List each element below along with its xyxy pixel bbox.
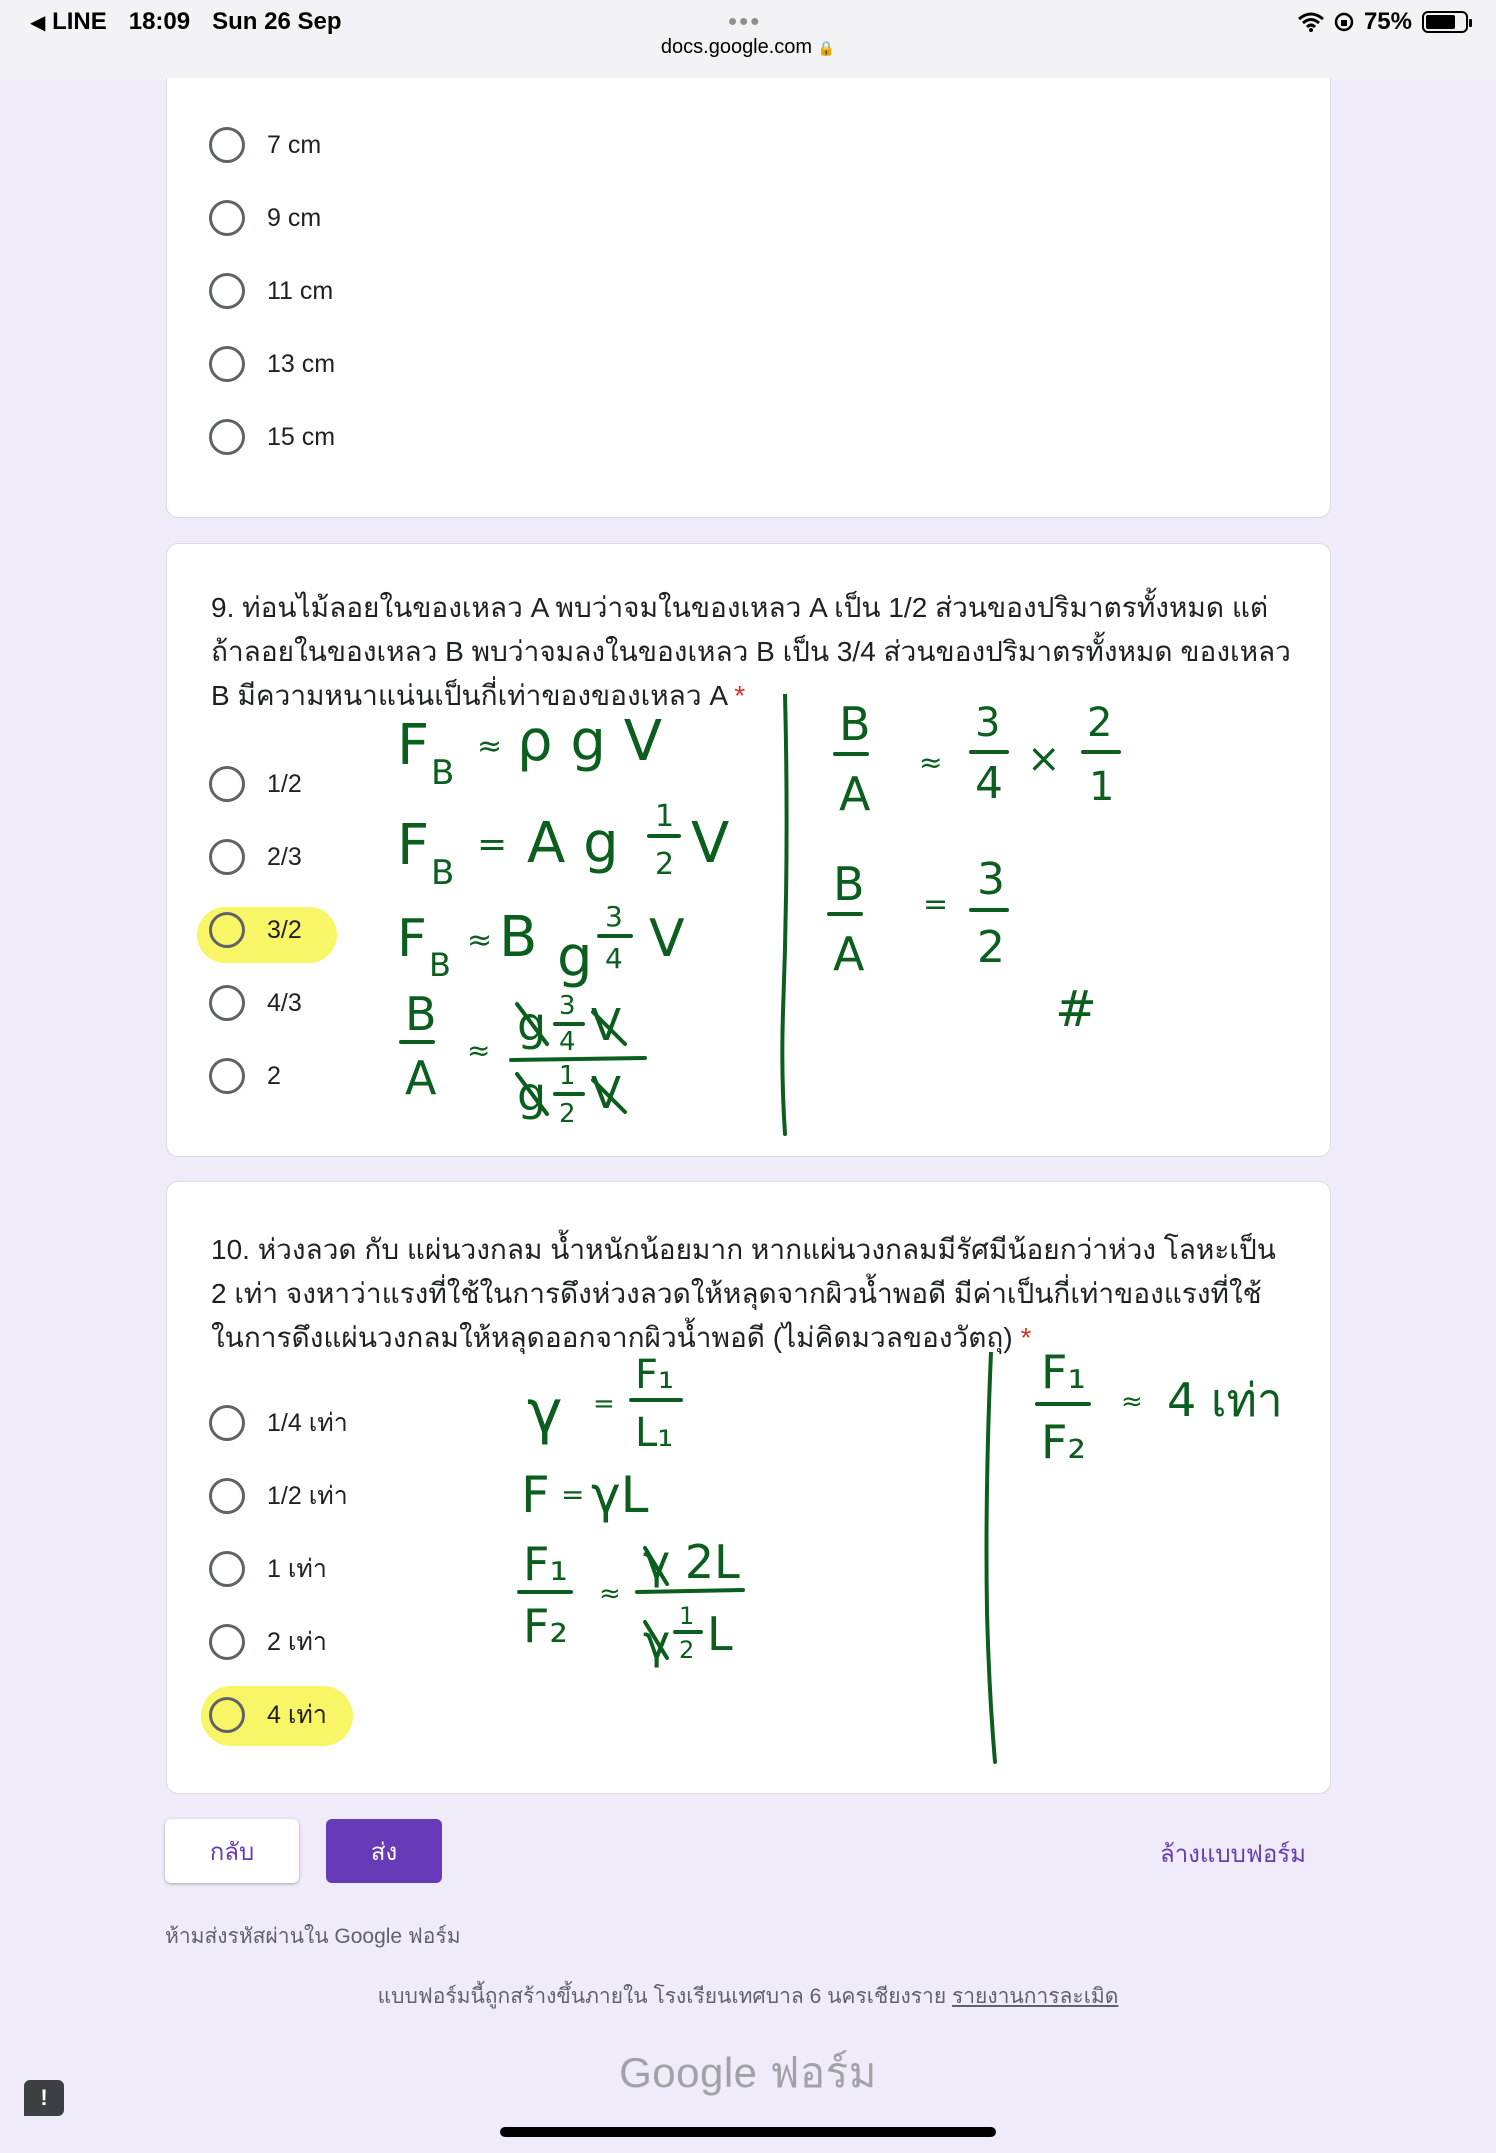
svg-text:F: F: [397, 909, 427, 969]
question-8-card: [166, 78, 1331, 518]
svg-text:γ 2L: γ 2L: [643, 1535, 740, 1589]
option-label: 1 เท่า: [267, 1555, 327, 1583]
svg-text:V: V: [649, 909, 685, 969]
q8-option[interactable]: [209, 339, 335, 389]
svg-text:γL: γL: [591, 1466, 649, 1524]
svg-text:A g: A g: [527, 811, 619, 876]
svg-text:g: g: [557, 925, 593, 990]
svg-text:=: =: [477, 824, 508, 865]
radio-button[interactable]: [209, 273, 245, 309]
battery-level-fill: [1426, 15, 1455, 29]
status-time: 18:09: [128, 8, 191, 35]
back-app-label: LINE: [52, 8, 107, 35]
q8-option[interactable]: [209, 193, 321, 243]
option-label: 2: [267, 1061, 281, 1090]
back-to-app[interactable]: [30, 8, 107, 36]
radio-button[interactable]: [209, 346, 245, 382]
svg-text:B: B: [833, 857, 865, 911]
svg-text:A: A: [833, 927, 865, 981]
svg-text:≈: ≈: [919, 746, 943, 779]
radio-button[interactable]: [209, 200, 245, 236]
svg-text:B: B: [405, 987, 437, 1041]
address-bar[interactable]: [0, 36, 1496, 59]
svg-text:F₁: F₁: [1041, 1352, 1086, 1399]
svg-text:4: 4: [605, 942, 623, 975]
submit-button[interactable]: ส่ง: [326, 1819, 442, 1883]
radio-button[interactable]: [209, 766, 245, 802]
svg-text:V: V: [691, 811, 730, 876]
svg-text:≈: ≈: [467, 1034, 491, 1067]
svg-text:≈: ≈: [599, 1579, 621, 1609]
option-label: 1/4 เท่า: [267, 1409, 348, 1437]
svg-text:L: L: [707, 1607, 733, 1661]
question-10-text: [211, 1228, 1291, 1360]
option-label: 1/2 เท่า: [267, 1482, 348, 1510]
option-label: 9 cm: [267, 203, 322, 232]
q9-option[interactable]: [209, 1051, 281, 1101]
q9-option[interactable]: [209, 978, 302, 1028]
google-forms-logo: Google ฟอร์ม: [619, 2049, 877, 2096]
status-date: Sun 26 Sep: [212, 8, 342, 35]
svg-text:F₂: F₂: [523, 1599, 568, 1653]
svg-text:V: V: [591, 1000, 622, 1051]
handwritten-work-q9: [387, 694, 1287, 1154]
svg-text:3: 3: [977, 854, 1005, 905]
svg-text:F₁: F₁: [523, 1537, 568, 1591]
report-problem-icon[interactable]: !: [24, 2080, 64, 2116]
q10-option[interactable]: [209, 1544, 327, 1594]
q8-option[interactable]: [209, 120, 321, 170]
radio-button[interactable]: [209, 912, 245, 948]
q10-option[interactable]: [209, 1398, 348, 1448]
created-text: แบบฟอร์มนี้ถูกสร้างขึ้นภายใน โรงเรียนเทศบาล 6 นครเชียงราย: [377, 1985, 947, 2008]
svg-text:4: 4: [559, 1027, 576, 1057]
q10-option[interactable]: [209, 1471, 348, 1521]
svg-text:2: 2: [1087, 700, 1113, 746]
handwritten-answer: 4 เท่า: [1167, 1373, 1283, 1427]
svg-text:1: 1: [679, 1602, 695, 1630]
svg-text:B: B: [499, 905, 538, 970]
svg-text:γ: γ: [527, 1377, 563, 1447]
radio-button[interactable]: [209, 1058, 245, 1094]
question-text: 9. ท่อนไม้ลอยในของเหลว A พบว่าจมในของเหลว A เป็น 1/2 ส่วนของปริมาตรทั้งหมด แต่ถ้าลอยในของเหลว B พบว่าจมลงในของเหลว B เป็น 3/4 ส่วนของปริมาตรทั้งหมด ของเหลว B มีความหนาแน่นเป็นกี่เท่าของของเหลว A: [211, 592, 1291, 711]
radio-button[interactable]: [209, 419, 245, 455]
result-mark: #: [1055, 980, 1097, 1038]
svg-text:g: g: [517, 997, 547, 1051]
option-label: 11 cm: [267, 276, 334, 305]
password-warning: ห้ามส่งรหัสผ่านใน Google ฟอร์ม: [165, 1925, 461, 1948]
battery-icon: [1422, 11, 1468, 33]
option-label: 4/3: [267, 988, 302, 1017]
svg-text:B: B: [839, 697, 871, 751]
back-button[interactable]: กลับ: [165, 1819, 299, 1883]
svg-text:2: 2: [655, 847, 675, 882]
svg-text:F₂: F₂: [1041, 1415, 1086, 1469]
radio-button[interactable]: [209, 1697, 245, 1733]
q9-option[interactable]: [209, 832, 302, 882]
option-label: 1/2: [267, 769, 302, 798]
option-label: 2 เท่า: [267, 1628, 327, 1656]
radio-button[interactable]: [209, 839, 245, 875]
handwritten-work-q10: [507, 1352, 1307, 1772]
svg-text:F: F: [397, 713, 430, 778]
question-9-card: [166, 543, 1331, 1157]
svg-text:B: B: [431, 853, 455, 893]
svg-text:≈: ≈: [1121, 1387, 1143, 1417]
q8-option[interactable]: [209, 412, 335, 462]
svg-text:=: =: [923, 887, 949, 922]
footer-note: [0, 1980, 1496, 2013]
svg-text:=: =: [561, 1478, 585, 1511]
radio-button[interactable]: [209, 127, 245, 163]
svg-text:1: 1: [1089, 764, 1115, 810]
question-text: 10. ห่วงลวด กับ แผ่นวงกลม น้ำหนักน้อยมาก หากแผ่นวงกลมมีรัศมีน้อยกว่าห่วง โลหะเป็น 2 เท่า จงหาว่าแรงที่ใช้ในการดึงห่วงลวดให้หลุดจากผิวน้ำพอดี มีค่าเป็นกี่เท่าของแรงที่ใช้ในการดึงแผ่นวงกลมให้หลุดออกจากผิวน้ำพอดี (ไม่คิดมวลของวัตถุ): [211, 1234, 1276, 1353]
svg-text:A: A: [839, 767, 871, 821]
option-label: 7 cm: [267, 130, 322, 159]
home-indicator[interactable]: [500, 2127, 996, 2137]
q8-option[interactable]: [209, 266, 333, 316]
svg-text:2: 2: [559, 1099, 576, 1129]
question-10-card: [166, 1181, 1331, 1794]
svg-text:≈: ≈: [477, 729, 503, 764]
required-asterisk: *: [1020, 1322, 1032, 1353]
svg-text:1: 1: [655, 799, 675, 834]
svg-text:×: ×: [1027, 736, 1061, 782]
url-text: docs.google.com: [660, 36, 813, 58]
radio-button[interactable]: [209, 1624, 245, 1660]
q10-option[interactable]: [209, 1690, 327, 1740]
svg-text:ρ g V: ρ g V: [517, 709, 663, 774]
svg-text:γ: γ: [643, 1615, 671, 1669]
wifi-icon: [1298, 12, 1324, 32]
lock-icon: 🔒: [817, 40, 836, 56]
radio-button[interactable]: [209, 1478, 245, 1514]
option-label: 2/3: [267, 842, 302, 871]
svg-text:3: 3: [975, 700, 1001, 746]
svg-text:L₁: L₁: [635, 1410, 674, 1456]
radio-button[interactable]: [209, 985, 245, 1021]
q9-option[interactable]: [209, 905, 302, 955]
radio-button[interactable]: [209, 1405, 245, 1441]
clear-form-link[interactable]: ล้างแบบฟอร์ม: [1160, 1841, 1306, 1868]
svg-text:1: 1: [559, 1061, 576, 1091]
svg-text:=: =: [593, 1389, 615, 1419]
svg-text:g: g: [517, 1067, 547, 1121]
report-abuse-link[interactable]: รายงานการละเมิด: [951, 1985, 1119, 2008]
radio-button[interactable]: [209, 1551, 245, 1587]
svg-text:B: B: [431, 753, 455, 793]
option-label: 4 เท่า: [267, 1701, 327, 1729]
svg-text:F₁: F₁: [635, 1352, 675, 1398]
battery-percent: 75%: [1363, 8, 1412, 35]
q10-option[interactable]: [209, 1617, 327, 1667]
svg-text:3: 3: [559, 991, 576, 1021]
svg-text:F: F: [397, 813, 430, 878]
option-label: 3/2: [267, 915, 302, 944]
svg-text:≈: ≈: [467, 923, 493, 958]
svg-text:V: V: [591, 1068, 622, 1119]
orientation-lock-icon: [1334, 12, 1354, 32]
svg-text:2: 2: [679, 1636, 695, 1664]
svg-text:F: F: [521, 1466, 550, 1524]
option-label: 15 cm: [267, 422, 336, 451]
back-triangle-icon: ◀: [30, 12, 46, 34]
multitasking-dots-icon[interactable]: •••: [728, 6, 762, 36]
required-asterisk: *: [734, 680, 746, 711]
svg-text:B: B: [429, 946, 451, 984]
status-bar: [0, 0, 1496, 80]
option-label: 13 cm: [267, 349, 336, 378]
svg-text:A: A: [405, 1051, 437, 1105]
q9-option[interactable]: [209, 759, 302, 809]
question-9-text: [211, 586, 1291, 718]
svg-text:3: 3: [605, 900, 623, 933]
svg-text:4: 4: [975, 758, 1003, 809]
svg-text:2: 2: [977, 922, 1005, 973]
